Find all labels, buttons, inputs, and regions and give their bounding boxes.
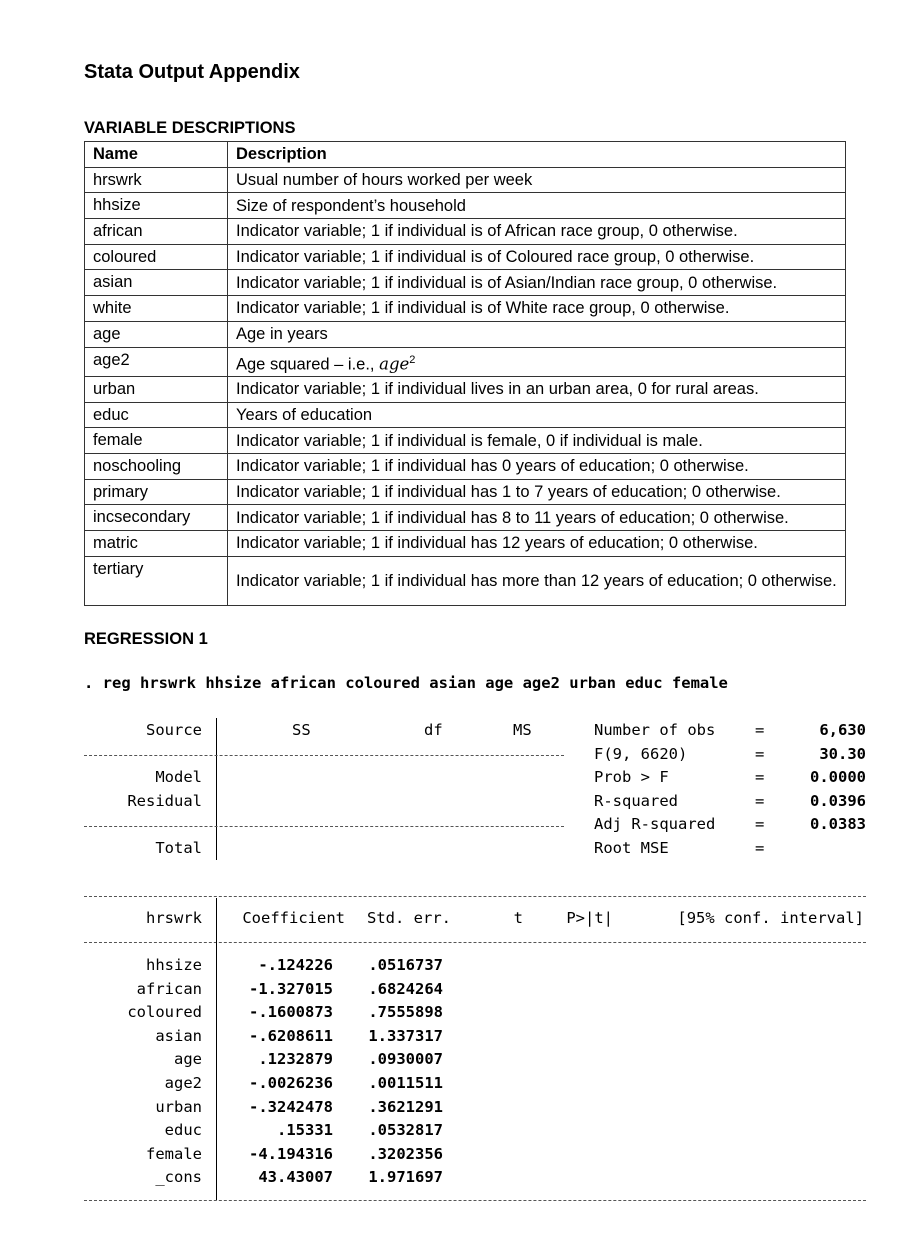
variable-description: Indicator variable; 1 if individual has 12 years of education; 0 otherwise. xyxy=(228,531,846,557)
table-row xyxy=(85,402,846,428)
variable-name: hrswrk xyxy=(85,167,228,193)
table-row xyxy=(85,454,846,480)
variable-description xyxy=(228,347,846,377)
page-title: Stata Output Appendix xyxy=(84,61,300,83)
table-row xyxy=(85,347,846,377)
coef-divider-bottom xyxy=(84,1200,866,1201)
variable-description: Size of respondent’s household xyxy=(228,193,846,219)
math-expression: age xyxy=(379,354,410,373)
coef-row-coefficient: -.0026236 xyxy=(249,1074,333,1092)
stat-label: Prob > F xyxy=(594,768,669,787)
variable-description: Indicator variable; 1 if individual is of White race group, 0 otherwise. xyxy=(228,296,846,322)
coef-divider-top xyxy=(84,896,866,897)
variable-name: white xyxy=(85,296,228,322)
table-row xyxy=(85,428,846,454)
variable-description: Usual number of hours worked per week xyxy=(228,167,846,193)
coef-row-coefficient: -.3242478 xyxy=(249,1097,333,1116)
stat-equals: = xyxy=(755,839,765,857)
variable-description: Age in years xyxy=(228,321,846,347)
stat-equals: = xyxy=(755,744,765,763)
variable-rows xyxy=(85,167,846,605)
table-row xyxy=(85,270,846,296)
stat-label: Number of obs xyxy=(594,721,716,739)
stat-label: Root MSE xyxy=(594,839,669,857)
variable-description: Indicator variable; 1 if individual is of African race group, 0 otherwise. xyxy=(228,219,846,245)
variable-description: Indicator variable; 1 if individual has more than 12 years of education; 0 otherwise. xyxy=(228,556,846,605)
variable-description: Indicator variable; 1 if individual lives in an urban area, 0 for rural areas. xyxy=(228,377,846,403)
table-row xyxy=(85,479,846,505)
variable-name: hhsize xyxy=(85,193,228,219)
variable-descriptions-heading: VARIABLE DESCRIPTIONS xyxy=(84,119,296,137)
stat-value: 6,630 xyxy=(819,721,866,739)
stat-equals: = xyxy=(755,791,765,810)
regression-heading: REGRESSION 1 xyxy=(84,630,208,648)
anova-row-total: Total xyxy=(155,839,202,857)
coef-row-var: urban xyxy=(155,1097,202,1116)
variable-description: Indicator variable; 1 if individual has 1 to 7 years of education; 0 otherwise. xyxy=(228,479,846,505)
coef-row-stderr: .3202356 xyxy=(368,1144,443,1163)
anova-header-source: Source xyxy=(146,721,202,739)
regression-command: . reg hrswrk hhsize african coloured asian age age2 urban educ female xyxy=(84,674,728,692)
table-row xyxy=(85,219,846,245)
coef-row-var: _cons xyxy=(155,1168,202,1187)
stat-value: 30.30 xyxy=(819,744,866,763)
table-row xyxy=(85,167,846,193)
name-column-header: Name xyxy=(85,142,228,168)
coef-row-var: asian xyxy=(155,1026,202,1045)
stat-value: 0.0396 xyxy=(810,791,866,810)
stat-label: Adj R-squared xyxy=(594,815,716,834)
stat-label: F(9, 6620) xyxy=(594,744,688,763)
anova-row-model: Model xyxy=(155,768,202,786)
variable-description: Indicator variable; 1 if individual is female, 0 if individual is male. xyxy=(228,428,846,454)
coef-row-stderr: .7555898 xyxy=(368,1003,443,1022)
coef-row-stderr: .0532817 xyxy=(368,1121,443,1140)
variable-descriptions-table xyxy=(84,141,846,606)
coef-row-var: hhsize xyxy=(146,956,202,974)
table-row xyxy=(85,505,846,531)
coef-header-coefficient: Coefficient xyxy=(242,909,345,927)
coef-row-var: educ xyxy=(164,1121,202,1140)
table-row xyxy=(85,321,846,347)
description-text: Age squared – i.e., xyxy=(236,355,380,373)
table-row xyxy=(85,377,846,403)
anova-row-residual: Residual xyxy=(127,792,202,810)
table-header-row xyxy=(85,142,846,168)
table-row xyxy=(85,531,846,557)
stat-equals: = xyxy=(755,815,765,834)
coef-row-var: age xyxy=(174,1050,202,1069)
anova-divider-top xyxy=(84,755,564,756)
table-row xyxy=(85,244,846,270)
variable-name: primary xyxy=(85,479,228,505)
coef-row-var: coloured xyxy=(127,1003,202,1022)
coef-divider-header xyxy=(84,942,866,943)
stat-value: 0.0000 xyxy=(810,768,866,787)
coef-row-coefficient: .1232879 xyxy=(258,1050,333,1069)
anova-vertical-rule xyxy=(216,718,217,860)
coef-row-var: female xyxy=(146,1144,202,1163)
variable-name: noschooling xyxy=(85,454,228,480)
coef-row-stderr: 1.971697 xyxy=(368,1168,443,1187)
variable-name: educ xyxy=(85,402,228,428)
coef-row-coefficient: -.6208611 xyxy=(249,1026,333,1045)
coef-row-coefficient: -.1600873 xyxy=(249,1003,333,1022)
coef-row-stderr: .0011511 xyxy=(368,1074,443,1092)
coef-row-stderr: .0516737 xyxy=(368,956,443,974)
stat-equals: = xyxy=(755,721,765,739)
variable-description: Years of education xyxy=(228,402,846,428)
stat-value: 0.0383 xyxy=(810,815,866,834)
coef-row-var: age2 xyxy=(164,1074,202,1092)
anova-divider-bottom xyxy=(84,826,564,827)
variable-name: tertiary xyxy=(85,556,228,605)
variable-description: Indicator variable; 1 if individual is of Coloured race group, 0 otherwise. xyxy=(228,244,846,270)
coef-row-stderr: 1.337317 xyxy=(368,1026,443,1045)
coef-row-coefficient: 43.43007 xyxy=(258,1168,333,1187)
variable-name: african xyxy=(85,219,228,245)
variable-description: Indicator variable; 1 if individual has 0 years of education; 0 otherwise. xyxy=(228,454,846,480)
coef-row-stderr: .3621291 xyxy=(368,1097,443,1116)
coef-header-ci: [95% conf. interval] xyxy=(677,909,864,927)
coef-header-t: t xyxy=(513,909,523,927)
coef-header-stderr: Std. err. xyxy=(367,909,451,927)
anova-header-ss: SS xyxy=(292,721,311,739)
anova-header-ms: MS xyxy=(513,721,532,739)
stat-label: R-squared xyxy=(594,791,678,810)
coef-row-coefficient: -4.194316 xyxy=(249,1144,333,1163)
coef-row-coefficient: .15331 xyxy=(277,1121,333,1140)
coef-row-stderr: .6824264 xyxy=(368,979,443,998)
coef-row-coefficient: -.124226 xyxy=(258,956,333,974)
variable-name: coloured xyxy=(85,244,228,270)
coef-row-coefficient: -1.327015 xyxy=(249,979,333,998)
variable-name: urban xyxy=(85,377,228,403)
anova-header-df: df xyxy=(424,721,443,739)
variable-name: age xyxy=(85,321,228,347)
description-column-header: Description xyxy=(228,142,846,168)
coef-row-var: african xyxy=(136,979,202,998)
variable-description: Indicator variable; 1 if individual has 8 to 11 years of education; 0 otherwise. xyxy=(228,505,846,531)
table-row xyxy=(85,193,846,219)
coef-header-var: hrswrk xyxy=(146,909,202,927)
coef-vertical-rule xyxy=(216,898,217,1200)
stat-equals: = xyxy=(755,768,765,787)
variable-name: incsecondary xyxy=(85,505,228,531)
table-row xyxy=(85,296,846,322)
variable-description: Indicator variable; 1 if individual is of Asian/Indian race group, 0 otherwise. xyxy=(228,270,846,296)
variable-name: asian xyxy=(85,270,228,296)
variable-name: age2 xyxy=(85,347,228,377)
coef-row-stderr: .0930007 xyxy=(368,1050,443,1069)
variable-name: matric xyxy=(85,531,228,557)
math-superscript: 2 xyxy=(409,353,416,366)
coef-header-p: P>|t| xyxy=(566,909,613,927)
variable-name: female xyxy=(85,428,228,454)
table-row xyxy=(85,556,846,605)
